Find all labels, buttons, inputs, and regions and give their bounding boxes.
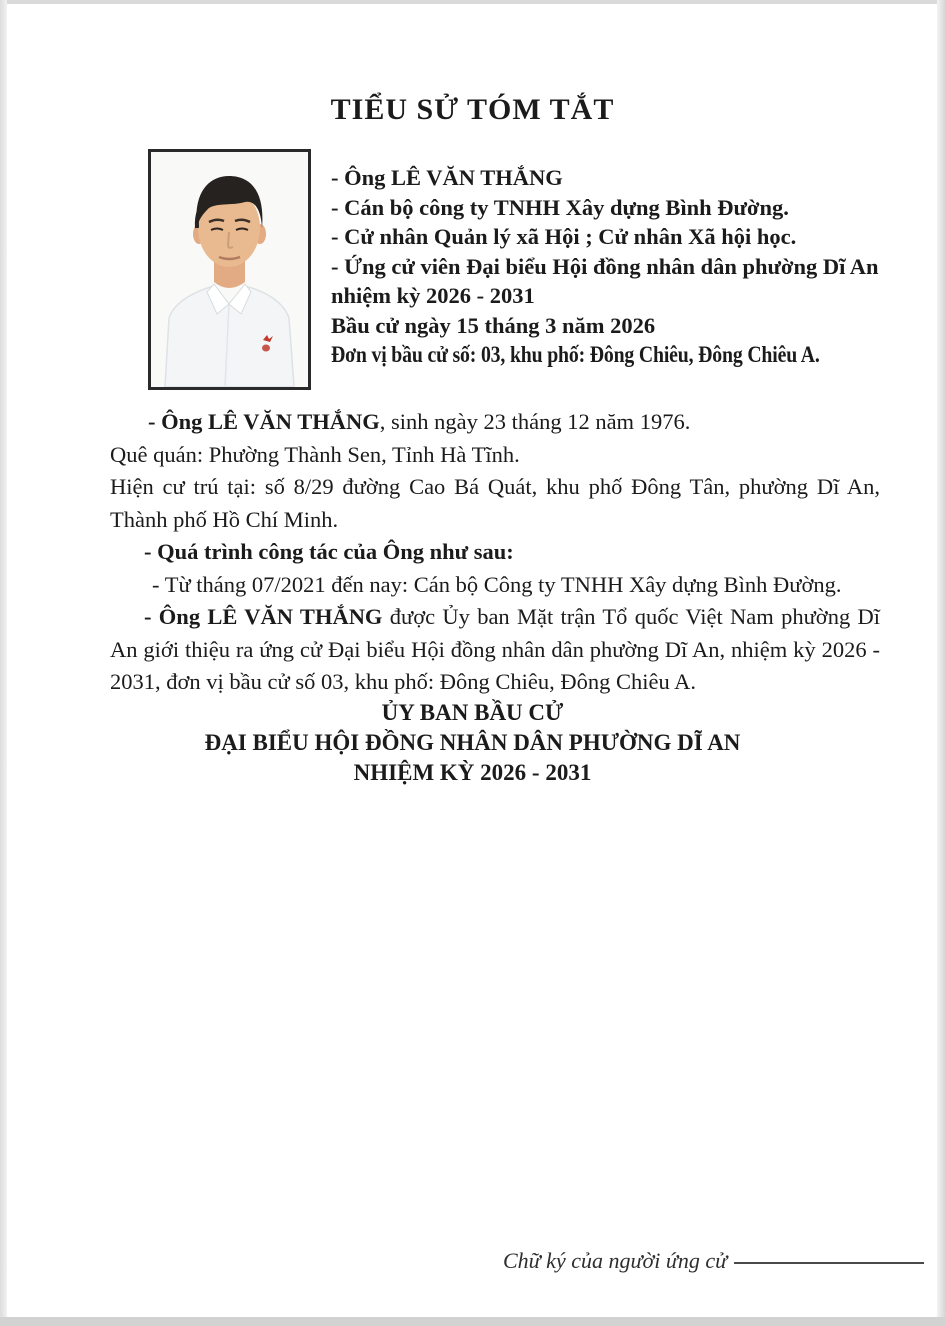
summary-election-unit: Đơn vị bầu cử số: 03, khu phố: Đông Chiêu, Đông Chiêu A.: [331, 342, 820, 367]
signature-area: [503, 1248, 924, 1274]
candidate-summary-block: [331, 163, 887, 370]
summary-occupation: - Cán bộ công ty TNHH Xây dựng Bình Đường.: [331, 194, 789, 220]
committee-line-1: ỦY BAN BẦU CỬ: [381, 700, 564, 725]
scan-edge-left: [0, 0, 7, 1326]
scan-edge-bottom: [0, 1317, 945, 1326]
summary-election-date: Bầu cử ngày 15 tháng 3 năm 2026: [331, 312, 656, 338]
bio-career-item: - Từ tháng 07/2021 đến nay: Cán bộ Công ty TNHH Xây dựng Bình Đường.: [152, 571, 842, 597]
summary-candidacy: - Ứng cử viên Đại biểu Hội đồng nhân dân phường Dĩ An: [331, 253, 879, 279]
summary-education: - Cử nhân Quản lý xã Hội ; Cử nhân Xã hội học.: [331, 224, 797, 249]
scan-edge-right: [937, 0, 945, 1326]
election-committee-block: [0, 698, 945, 788]
signature-label: Chữ ký của người ứng cử: [503, 1248, 728, 1273]
bio-nomination-name-bold: - Ông LÊ VĂN THẮNG: [144, 604, 383, 629]
candidate-portrait-illustration: [151, 152, 308, 387]
bio-hometown-line: Quê quán: Phường Thành Sen, Tỉnh Hà Tĩnh.: [110, 441, 520, 467]
committee-line-3: NHIỆM KỲ 2026 - 2031: [353, 760, 592, 785]
signature-blank-line: [734, 1260, 924, 1264]
bio-nomination-rest: được Ủy ban Mặt trận Tổ quốc Việt Nam phường Dĩ An giới thiệu ra ứng cử Đại biểu Hội đồng nhân dân phường Dĩ An, nhiệm kỳ 2026 - 2031, đơn vị bầu cử số 03, khu phố: Đông Chiêu, Đông Chiêu A.: [110, 604, 880, 694]
bio-nomination-paragraph: [110, 601, 880, 699]
scan-edge-top: [0, 0, 945, 4]
biography-body: [110, 406, 880, 699]
summary-name: - Ông LÊ VĂN THẮNG: [331, 165, 563, 190]
bio-name-bold: - Ông LÊ VĂN THẮNG: [148, 409, 380, 434]
page-title: TIỂU SỬ TÓM TẮT: [330, 93, 615, 126]
candidate-photo: [148, 149, 311, 390]
summary-term: nhiệm kỳ 2026 - 2031: [331, 283, 535, 308]
bio-birth-line: [110, 406, 880, 439]
bio-career-heading: - Quá trình công tác của Ông như sau:: [144, 539, 514, 564]
bio-birth-rest: , sinh ngày 23 tháng 12 năm 1976.: [379, 409, 691, 434]
committee-line-2: ĐẠI BIỂU HỘI ĐỒNG NHÂN DÂN PHƯỜNG DĨ AN: [204, 730, 741, 755]
bio-residence-line: Hiện cư trú tại: số 8/29 đường Cao Bá Quát, khu phố Đông Tân, phường Dĩ An, Thành phố Hồ Chí Minh.: [110, 474, 880, 532]
